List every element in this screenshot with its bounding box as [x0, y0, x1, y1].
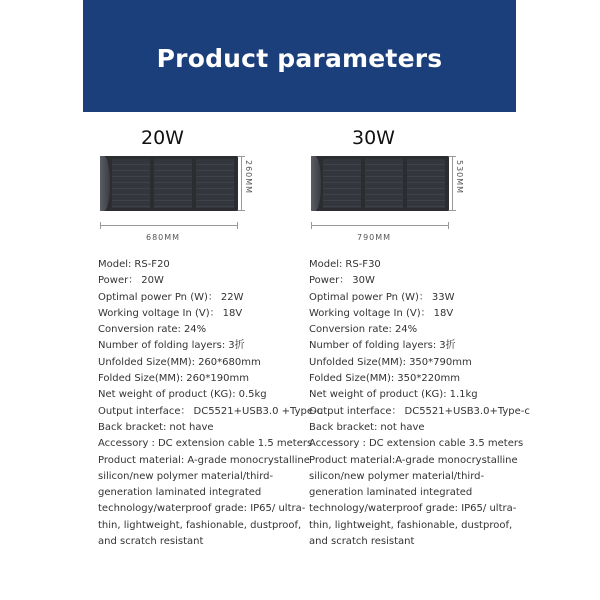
spec-row: Folded Size(MM): 350*220mm [309, 373, 460, 385]
spec-material: Product material:A-grade monocrystalline silicon/new polymer material/third-generation laminated integrated technology/waterproof grade: IP65/ ultra-thin, lightweight, fashionable, dustproof, and scratch resistant [309, 454, 518, 548]
spec-row: Model: RS-F30 [309, 259, 381, 270]
spec-row: Output interface： DC5521+USB3.0 +Type-c [98, 405, 323, 417]
spec-row: Number of folding layers: 3折 [309, 340, 456, 352]
height-dimension-label: 260MM [244, 160, 253, 195]
page-title: Product parameters [156, 43, 443, 73]
spec-row: Power： 20W [98, 275, 164, 287]
spec-row: Conversion rate: 24% [309, 324, 418, 336]
panel-cell [196, 159, 234, 208]
spec-row: Accessory : DC extension cable 1.5 meters [98, 438, 313, 450]
height-dimension-label: 530MM [455, 160, 464, 195]
width-dimension-line [311, 225, 449, 226]
width-dimension-line [100, 225, 238, 226]
spec-row: Power： 30W [309, 275, 375, 287]
spec-row: Back bracket: not have [98, 421, 214, 433]
spec-row: Working voltage In (V)： 18V [309, 307, 454, 319]
spec-row: Number of folding layers: 3折 [98, 340, 245, 352]
solar-panel-image [311, 156, 449, 211]
spec-row: Net weight of product (KG): 1.1kg [309, 389, 478, 401]
spec-row: Working voltage In (V)： 18V [98, 307, 243, 319]
spec-row: Accessory : DC extension cable 3.5 meters [309, 438, 524, 450]
height-dimension-line [452, 156, 453, 211]
spec-row: Conversion rate: 24% [98, 324, 207, 336]
spec-list [98, 257, 323, 550]
spec-row: Unfolded Size(MM): 350*790mm [309, 356, 472, 368]
panel-cell [323, 159, 361, 208]
spec-row: Unfolded Size(MM): 260*680mm [98, 356, 261, 368]
power-heading: 20W [141, 127, 184, 149]
width-dimension-label: 680MM [146, 233, 181, 242]
panel-edge [100, 156, 110, 211]
solar-panel-image [100, 156, 238, 211]
spec-row: Model: RS-F20 [98, 259, 170, 270]
width-dimension-label: 790MM [357, 233, 392, 242]
spec-row: Folded Size(MM): 260*190mm [98, 373, 249, 385]
spec-row: Optimal power Pn (W)： 22W [98, 291, 244, 303]
spec-row: Net weight of product (KG): 0.5kg [98, 389, 267, 401]
height-dimension-line [241, 156, 242, 211]
spec-row: Output interface： DC5521+USB3.0+Type-c [309, 405, 530, 417]
power-heading: 30W [352, 127, 395, 149]
spec-list [309, 257, 530, 550]
panel-edge [311, 156, 321, 211]
spec-row: Optimal power Pn (W)： 33W [309, 291, 455, 303]
spec-material: Product material: A-grade monocrystalline silicon/new polymer material/third-generation laminated integrated technology/waterproof grade: IP65/ ultra-thin, lightweight, fashionable, dustproof, and scratch resistant [98, 454, 310, 548]
panel-cell [154, 159, 192, 208]
panel-cell [112, 159, 150, 208]
panel-cell [365, 159, 403, 208]
header-banner [83, 0, 516, 112]
spec-row: Back bracket: not have [309, 421, 425, 433]
panel-cell [407, 159, 445, 208]
